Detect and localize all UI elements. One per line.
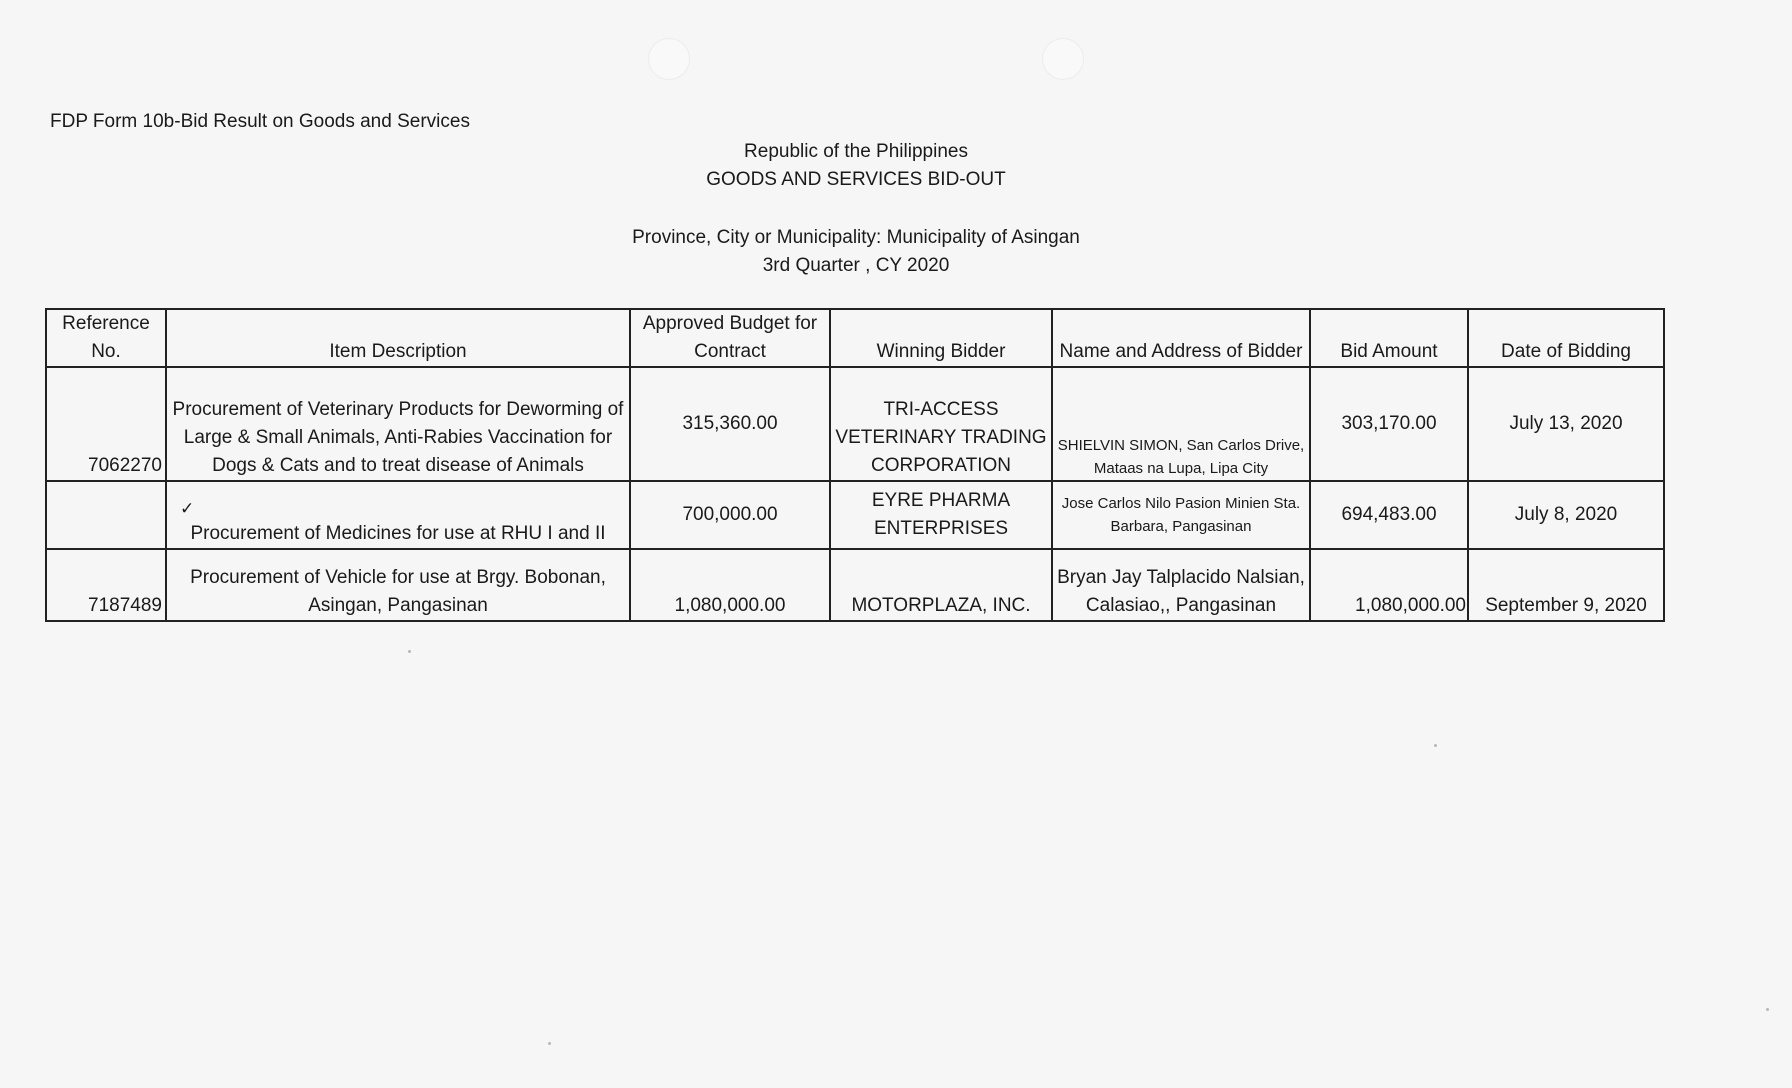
table-row xyxy=(46,549,1664,621)
table-row xyxy=(46,481,1664,549)
winner-cell: MOTORPLAZA, INC. xyxy=(830,549,1052,621)
abc-cell: 315,360.00 xyxy=(630,367,830,481)
table-header-row xyxy=(46,309,1664,367)
table-row xyxy=(46,367,1664,481)
col-header-address: Name and Address of Bidder xyxy=(1052,309,1310,367)
item-text: Procurement of Medicines for use at RHU I and II xyxy=(190,523,606,544)
address-cell: Jose Carlos Nilo Pasion Minien Sta. Barbara, Pangasinan xyxy=(1052,481,1310,549)
amount-cell: 303,170.00 xyxy=(1310,367,1468,481)
address-cell: Bryan Jay Talplacido Nalsian, Calasiao,, Pangasinan xyxy=(1052,549,1310,621)
date-cell: July 8, 2020 xyxy=(1468,481,1664,549)
amount-cell: 694,483.00 xyxy=(1310,481,1468,549)
document-title: GOODS AND SERVICES BID-OUT xyxy=(706,169,1006,190)
col-header-winner: Winning Bidder xyxy=(830,309,1052,367)
item-cell: Procurement of Vehicle for use at Brgy. Bobonan, Asingan, Pangasinan xyxy=(166,549,630,621)
bid-results-table xyxy=(45,308,1665,622)
col-header-reference: Reference No. xyxy=(46,309,166,367)
period-line: 3rd Quarter , CY 2020 xyxy=(762,255,950,276)
document-subheader xyxy=(0,224,1712,280)
form-code: FDP Form 10b-Bid Result on Goods and Services xyxy=(50,111,470,132)
col-header-amount: Bid Amount xyxy=(1310,309,1468,367)
reference-cell xyxy=(46,481,166,549)
check-mark: ✓ xyxy=(180,499,195,518)
amount-cell: 1,080,000.00 xyxy=(1310,549,1468,621)
scan-speck xyxy=(1434,744,1437,747)
reference-cell: 7187489 xyxy=(46,549,166,621)
abc-cell: 700,000.00 xyxy=(630,481,830,549)
item-cell xyxy=(166,481,630,549)
locality-line: Province, City or Municipality: Municipality of Asingan xyxy=(632,227,1080,248)
date-cell: September 9, 2020 xyxy=(1468,549,1664,621)
col-header-date: Date of Bidding xyxy=(1468,309,1664,367)
item-cell: Procurement of Veterinary Products for Deworming of Large & Small Animals, Anti-Rabies Vaccination for Dogs & Cats and to treat disease of Animals xyxy=(166,367,630,481)
col-header-item: Item Description xyxy=(166,309,630,367)
winner-cell: EYRE PHARMA ENTERPRISES xyxy=(830,481,1052,549)
reference-cell: 7062270 xyxy=(46,367,166,481)
address-cell: SHIELVIN SIMON, San Carlos Drive, Mataas na Lupa, Lipa City xyxy=(1052,367,1310,481)
abc-cell: 1,080,000.00 xyxy=(630,549,830,621)
punch-hole-left xyxy=(648,38,690,80)
scan-speck xyxy=(548,1042,551,1045)
country-line: Republic of the Philippines xyxy=(744,141,968,162)
col-header-abc: Approved Budget for Contract xyxy=(630,309,830,367)
winner-cell: TRI-ACCESS VETERINARY TRADING CORPORATION xyxy=(830,367,1052,481)
date-cell: July 13, 2020 xyxy=(1468,367,1664,481)
document-header xyxy=(0,138,1712,194)
scan-speck xyxy=(408,650,411,653)
scan-speck xyxy=(1766,1008,1769,1011)
punch-hole-right xyxy=(1042,38,1084,80)
